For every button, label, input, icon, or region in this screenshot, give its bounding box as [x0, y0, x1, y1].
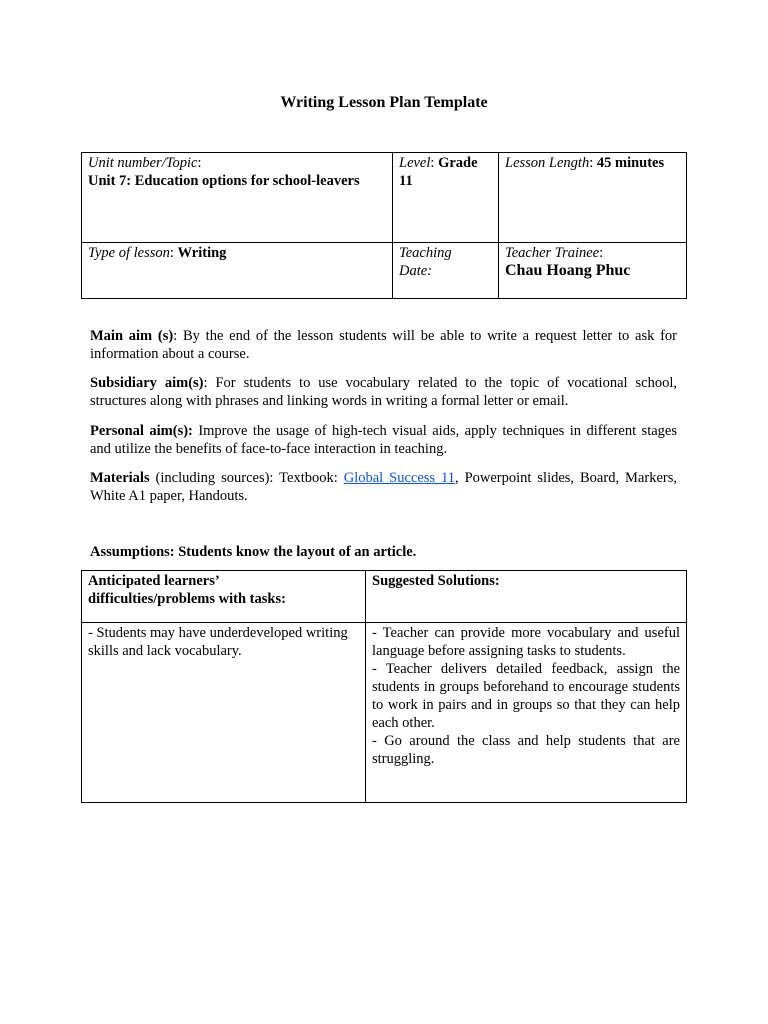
assumptions: Assumptions: Students know the layout of an article.: [90, 544, 417, 560]
lesson-info-table: [81, 152, 687, 299]
difficulty-item: - Students may have underdeveloped writing skills and lack vocabulary.: [88, 625, 348, 659]
textbook-link[interactable]: Global Success 11: [343, 470, 455, 486]
main-aim-label: Main aim (s): [90, 328, 174, 344]
unit-value: Unit 7: Education options for school-leavers: [88, 173, 360, 189]
difficulties-header-line-1: Anticipated learners’: [88, 573, 220, 589]
document-title: Writing Lesson Plan Template: [280, 94, 488, 111]
level-label: Level: [399, 155, 431, 171]
lesson-length-value: 45 minutes: [596, 155, 665, 171]
main-aim: [90, 327, 677, 363]
lesson-type-label: Type of lesson: [88, 245, 170, 261]
main-aim-text: : By the end of the lesson students will be able to write a request letter to ask for information about a course.: [90, 328, 678, 362]
teaching-date-cell: [393, 243, 499, 299]
materials-pre: (including sources): Textbook:: [149, 470, 344, 486]
subsidiary-aim-text: : For students to use vocabulary related to the topic of vocational school, structures along with phrases and linking words in writing a formal letter or email.: [90, 375, 677, 409]
unit-cell: Unit number/Topic: Unit 7: Education options for school-leavers: [82, 153, 393, 243]
lesson-length-label: Lesson Length: [505, 155, 590, 171]
difficulties-table: [81, 570, 687, 803]
materials-post: , Powerpoint slides, Board, Markers, White A1 paper, Handouts.: [90, 470, 677, 504]
teacher-trainee-label: Teacher Trainee: [505, 245, 600, 261]
solutions-cell: [366, 623, 687, 803]
level-cell: Level: Grade 11: [393, 153, 499, 243]
solution-item-1: - Teacher can provide more vocabulary and useful language before assigning tasks to students.: [372, 625, 680, 659]
teacher-trainee-cell: Teacher Trainee: Chau Hoang Phuc: [499, 243, 687, 299]
solution-item-2: - Teacher delivers detailed feedback, assign the students in groups beforehand to encourage students to work in pairs and in groups so that they can help each other.: [372, 661, 680, 731]
teaching-date-label-2: Date:: [399, 263, 433, 279]
teacher-trainee-value: Chau Hoang Phuc: [505, 262, 631, 279]
lesson-type-cell: Type of lesson: Writing: [82, 243, 393, 299]
solutions-header: Suggested Solutions:: [366, 571, 687, 623]
level-value: Grade 11: [399, 155, 478, 189]
materials-label: Materials: [90, 470, 150, 486]
materials: [90, 469, 677, 505]
teaching-date-label-1: Teaching: [399, 245, 452, 261]
personal-aim: [90, 422, 677, 458]
difficulties-header-line-2: difficulties/problems with tasks:: [88, 591, 286, 607]
personal-aim-text: Improve the usage of high-tech visual aids, apply techniques in different stages and utilize the benefits of face-to-face interaction in teaching.: [90, 423, 677, 457]
lesson-type-value: Writing: [177, 245, 227, 261]
unit-label: Unit number/Topic: [88, 155, 198, 171]
difficulties-cell: [82, 623, 366, 803]
difficulties-header: [82, 571, 366, 623]
lesson-length-cell: Lesson Length: 45 minutes: [499, 153, 687, 243]
subsidiary-aim: [90, 374, 677, 410]
solution-item-3: - Go around the class and help students that are struggling.: [372, 733, 680, 767]
subsidiary-aim-label: Subsidiary aim(s): [90, 375, 204, 391]
personal-aim-label: Personal aim(s):: [90, 423, 193, 439]
